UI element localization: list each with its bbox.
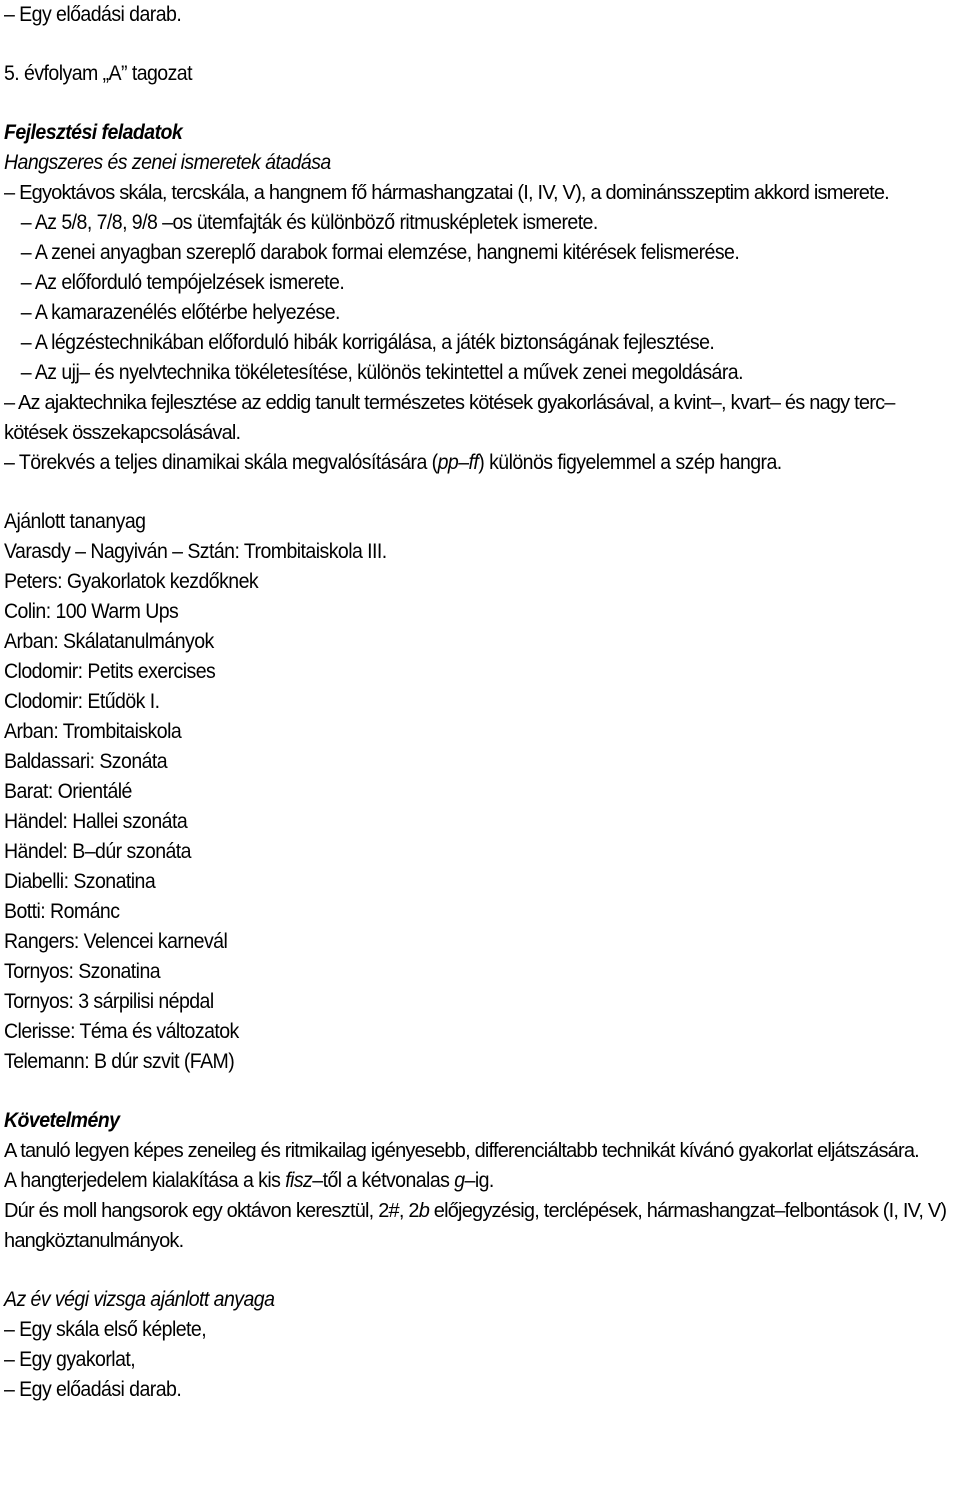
requirements-range: [4, 1166, 889, 1196]
scales-text-post: előjegyzésig, terclépések, hármashangzat–felbontások (I, IV, V) hangköztanulmányok.: [4, 1200, 947, 1252]
list-item: Colin: 100 Warm Ups: [4, 600, 179, 623]
range-text-pre: A hangterjedelem kialakítása a kis: [4, 1169, 286, 1192]
dynamics-text-post: ) különös figyelemmel a szép hangra.: [478, 451, 782, 474]
top-line: – Egy előadási darab.: [4, 3, 182, 26]
dev-tasks-heading: Fejlesztési feladatok: [4, 121, 183, 144]
scales-flat: b: [418, 1200, 430, 1222]
dev-task-item-dynamics: [4, 448, 889, 478]
exam-heading: Az év végi vizsga ajánlott anyaga: [4, 1288, 275, 1311]
list-item: Händel: Hallei szonáta: [4, 810, 188, 833]
dynamics-ff: ff: [468, 451, 479, 474]
range-g: g: [454, 1169, 465, 1192]
dev-task-item: – A zenei anyagban szereplő darabok formai elemzése, hangnemi kitérések felismerése.: [20, 241, 740, 264]
document-page: [4, 0, 956, 1405]
list-item: Arban: Trombitaiskola: [4, 720, 182, 743]
list-item: Diabelli: Szonatina: [4, 870, 156, 893]
exam-item: – Egy skála első képlete,: [4, 1318, 207, 1341]
scales-text-pre: Dúr és moll hangsorok egy oktávon keresztül, 2#, 2: [4, 1200, 419, 1222]
dev-task-item: – A légzéstechnikában előforduló hibák korrigálása, a játék biztonságának fejlesztése.: [20, 331, 715, 354]
list-item: Clodomir: Petits exercises: [4, 660, 216, 683]
dev-task-item: – Az előforduló tempójelzések ismerete.: [20, 271, 345, 294]
dev-task-item: – A kamarazenélés előtérbe helyezése.: [20, 301, 340, 324]
range-fisz: fisz: [285, 1169, 313, 1192]
dynamics-text-pre: – Törekvés a teljes dinamikai skála megvalósítására (: [4, 451, 438, 474]
requirements-scales: [4, 1196, 956, 1256]
dynamics-dash: –: [458, 451, 469, 474]
list-item: Rangers: Velencei karnevál: [4, 930, 228, 953]
list-item: Botti: Románc: [4, 900, 120, 923]
list-item: Clerisse: Téma és változatok: [4, 1020, 239, 1043]
exam-item: – Egy előadási darab.: [4, 1378, 182, 1401]
list-item: Tornyos: 3 sárpilisi népdal: [4, 990, 214, 1013]
list-item: Barat: Orientálé: [4, 780, 132, 803]
list-item: Clodomir: Etűdök I.: [4, 690, 160, 713]
range-text-mid: –től a kétvonalas: [312, 1169, 455, 1192]
dev-task-item: – Az 5/8, 7/8, 9/8 –os ütemfajták és különböző ritmusképletek ismerete.: [20, 211, 598, 234]
requirements-paragraph: A tanuló legyen képes zeneileg és ritmikailag igényesebb, differenciáltabb technikát kívánó gyakorlat eljátszására.: [4, 1140, 919, 1162]
dev-task-item: – Egyoktávos skála, tercskála, a hangnem fő hármashangzatai (I, IV, V), a dominánsszeptim akkord ismerete.: [4, 182, 889, 204]
list-item: Peters: Gyakorlatok kezdőknek: [4, 570, 259, 593]
recommended-heading: Ajánlott tananyag: [4, 510, 146, 533]
list-item: Tornyos: Szonatina: [4, 960, 161, 983]
range-text-post: –ig.: [464, 1169, 494, 1192]
list-item: Telemann: B dúr szvit (FAM): [4, 1050, 235, 1073]
list-item: Baldassari: Szonáta: [4, 750, 168, 773]
requirements-heading: Követelmény: [4, 1109, 120, 1132]
list-item: Händel: B–dúr szonáta: [4, 840, 191, 863]
dev-tasks-subheading: Hangszeres és zenei ismeretek átadása: [4, 151, 331, 174]
dev-task-item: – Az ajaktechnika fejlesztése az eddig tanult természetes kötések gyakorlásával, a kvint–, kvart– és nagy terc– kötések összekapcsolásával.: [4, 392, 895, 444]
exam-item: – Egy gyakorlat,: [4, 1348, 136, 1371]
list-item: Arban: Skálatanulmányok: [4, 630, 214, 653]
grade-title: 5. évfolyam „A” tagozat: [4, 62, 192, 85]
dev-task-item: – Az ujj– és nyelvtechnika tökéletesítése, különös tekintettel a művek zenei megoldására.: [20, 361, 743, 384]
dynamics-pp: pp: [437, 451, 459, 474]
recommended-list: [4, 537, 956, 1077]
list-item: Varasdy – Nagyiván – Sztán: Trombitaiskola III.: [4, 540, 387, 563]
